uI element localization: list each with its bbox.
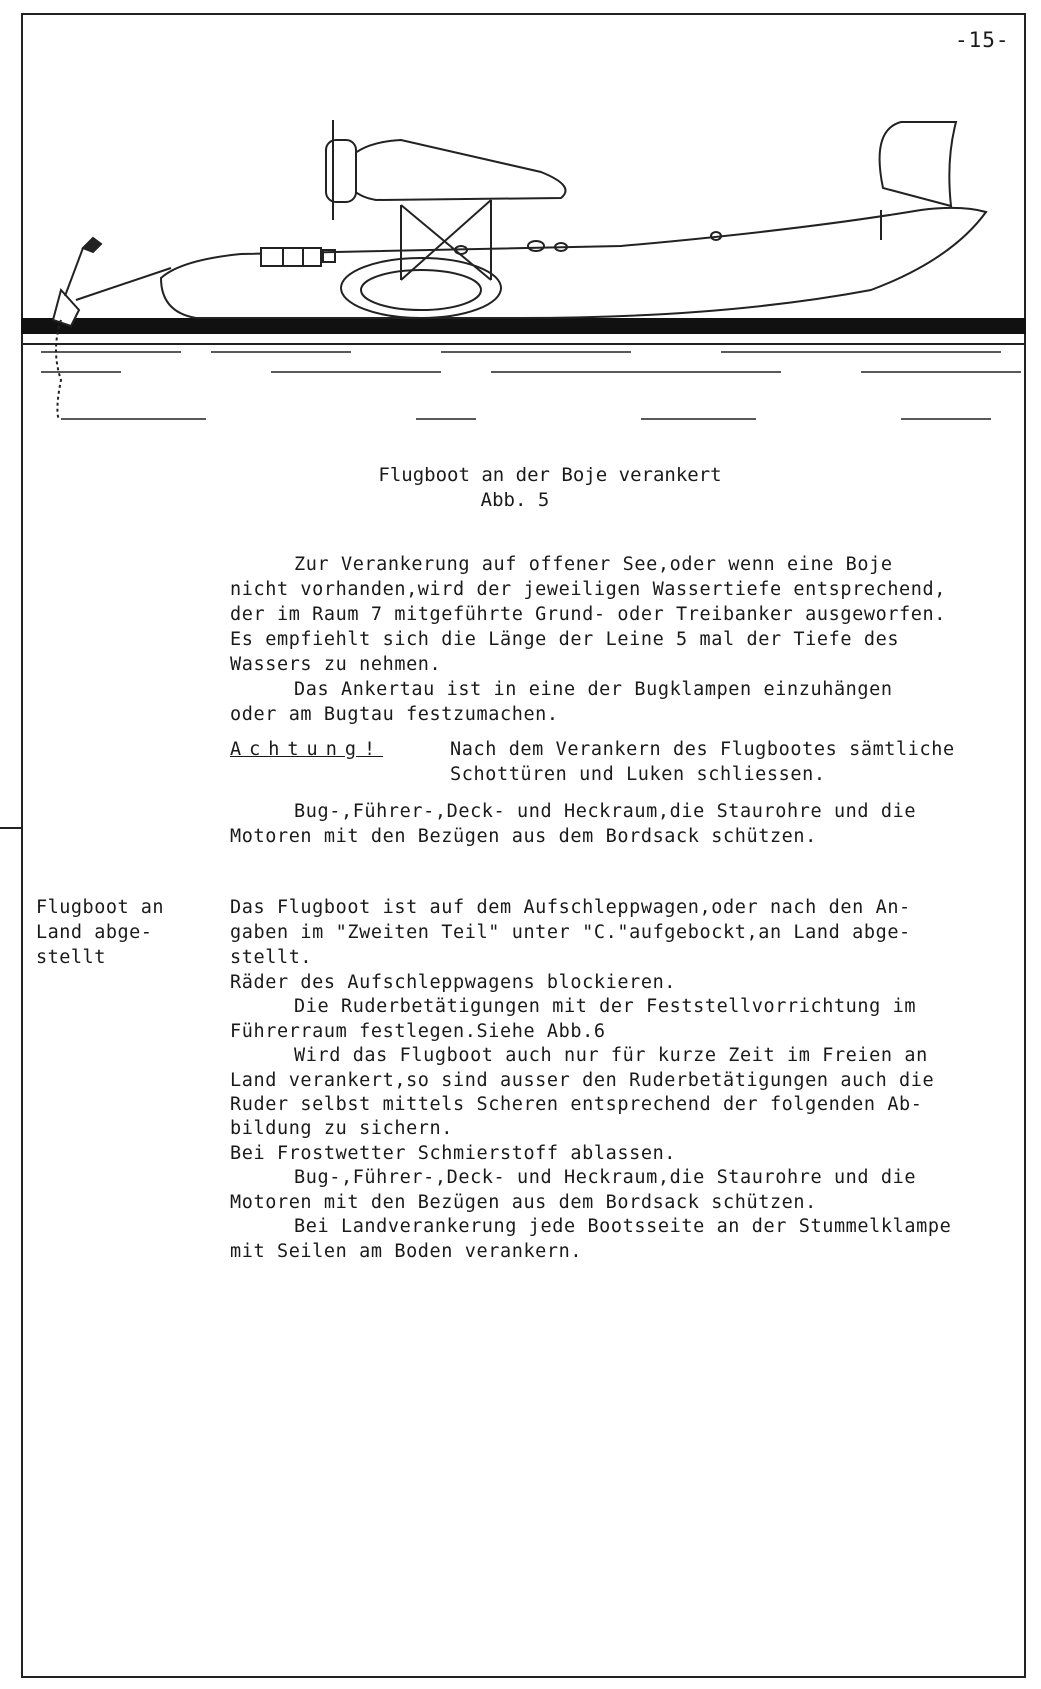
paragraph-line: stellt. <box>230 947 313 968</box>
paragraph-line: Die Ruderbetätigungen mit der Feststellvorrichtung im <box>294 996 917 1017</box>
paragraph-line: Das Flugboot ist auf dem Aufschleppwagen,oder nach den An- <box>230 897 911 918</box>
paragraph-line: mit Seilen am Boden verankern. <box>230 1241 583 1262</box>
paragraph-line: Land verankert,so sind ausser den Ruderbetätigungen auch die <box>230 1070 935 1091</box>
margin-tick <box>0 827 21 829</box>
paragraph-line: Motoren mit den Bezügen aus dem Bordsack schützen. <box>230 1192 817 1213</box>
side-label-line: stellt <box>36 947 106 968</box>
paragraph-line: Bug-,Führer-,Deck- und Heckraum,die Staurohre und die <box>294 801 917 822</box>
paragraph-line: Wird das Flugboot auch nur für kurze Zeit im Freien an <box>294 1045 928 1066</box>
paragraph-line: nicht vorhanden,wird der jeweiligen Wassertiefe entsprechend, <box>230 579 947 600</box>
paragraph-line: Das Ankertau ist in eine der Bugklampen einzuhängen <box>294 679 893 700</box>
flying-boat-illustration <box>21 120 1026 430</box>
figure-caption-number: Abb. 5 <box>480 489 550 511</box>
paragraph-line: Ruder selbst mittels Scheren entsprechend der folgenden Ab- <box>230 1094 923 1115</box>
paragraph-line: Es empfiehlt sich die Länge der Leine 5 mal der Tiefe des <box>230 629 900 650</box>
side-label-line: Flugboot an <box>36 897 165 918</box>
paragraph-line: Motoren mit den Bezügen aus dem Bordsack schützen. <box>230 826 817 847</box>
achtung-line: Schottüren und Luken schliessen. <box>450 764 826 785</box>
paragraph-line: der im Raum 7 mitgeführte Grund- oder Treibanker ausgeworfen. <box>230 604 947 625</box>
side-label-line: Land abge- <box>36 922 153 943</box>
achtung-label: Achtung! <box>230 739 384 760</box>
page-number: -15- <box>955 28 1010 52</box>
side-label <box>36 895 164 970</box>
paragraph-line: oder am Bugtau festzumachen. <box>230 704 559 725</box>
paragraph-line: Räder des Aufschleppwagens blockieren. <box>230 972 677 993</box>
paragraph-line: Bei Frostwetter Schmierstoff ablassen. <box>230 1143 677 1164</box>
paragraph-line: bildung zu sichern. <box>230 1118 454 1139</box>
figure-caption-title: Flugboot an der Boje verankert <box>378 464 722 486</box>
achtung-line: Nach dem Verankern des Flugbootes sämtliche <box>450 739 955 760</box>
paragraph-line: gaben im "Zweiten Teil" unter "C."aufgebockt,an Land abge- <box>230 922 911 943</box>
paragraph-line: Zur Verankerung auf offener See,oder wenn eine Boje <box>294 554 893 575</box>
paragraph-line: Wassers zu nehmen. <box>230 654 442 675</box>
paragraph-line: Führerraum festlegen.Siehe Abb.6 <box>230 1021 606 1042</box>
paragraph-line: Bug-,Führer-,Deck- und Heckraum,die Staurohre und die <box>294 1167 917 1188</box>
paragraph-line: Bei Landverankerung jede Bootsseite an der Stummelklampe <box>294 1216 952 1237</box>
